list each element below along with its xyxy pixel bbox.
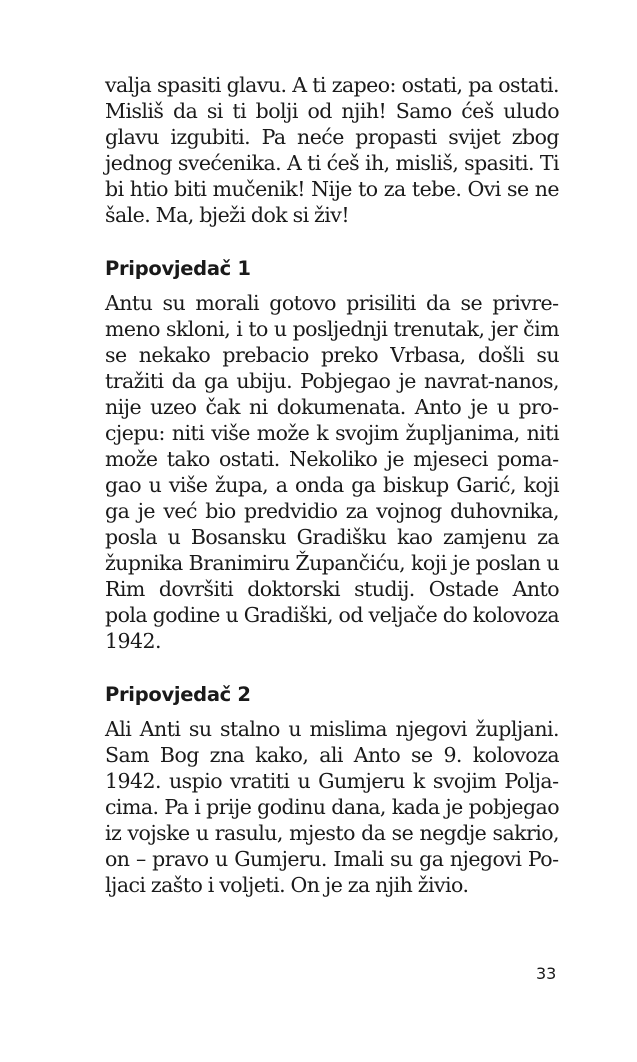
narrator-1-paragraph: Antu su morali gotovo prisiliti da se privremeno skloni, i to u posljednji trenutak, jer čim se nekako prebacio preko Vrbasa, došli su tražiti da ga ubiju. Pobjegao je navrat-nanos, nije uzeo čak ni dokumenata. Anto je u procjepu: niti više može k svojim župljanima, niti može tako ostati. Nekoliko je mjeseci pomagao u više župa, a onda ga biskup Garić, koji ga je već bio predvidio za vojnog duhovnika, posla u Bosansku Gradišku kao zamjenu za župnika Branimiru Župančiću, koji je poslan u Rim dovršiti doktorski studij. Ostade Anto pola godine u Gradiški, od veljače do kolovoza 1942. (105, 291, 559, 653)
narrator-2-paragraph: Ali Anti su stalno u mislima njegovi župljani. Sam Bog zna kako, ali Anto se 9. kolovoza 1942. uspio vratiti u Gumjeru k svojim Poljacima. Pa i prije godinu dana, kada je pobjegao iz vojske u rasulu, mjesto da se negdje sakrio, on – pravo u Gumjeru. Imali su ga njegovi Poljaci zašto i voljeti. On je za njih živio. (105, 717, 559, 897)
section-heading-narrator-2: Pripovjedač 2 (105, 683, 251, 706)
opening-paragraph: valja spasiti glavu. A ti zapeo: ostati, pa ostati. Misliš da si ti bolji od njih! Samo ćeš uludo glavu izgubiti. Pa neće propasti svijet zbog jednog svećenika. A ti ćeš ih, misliš, spasiti. Ti bi htio biti mučenik! Nije to za tebe. Ovi se ne šale. Ma, bježi dok si živ! (105, 73, 559, 227)
page-body (105, 72, 559, 898)
page-number: 33 (536, 964, 557, 983)
section-heading-narrator-1: Pripovjedač 1 (105, 257, 251, 280)
